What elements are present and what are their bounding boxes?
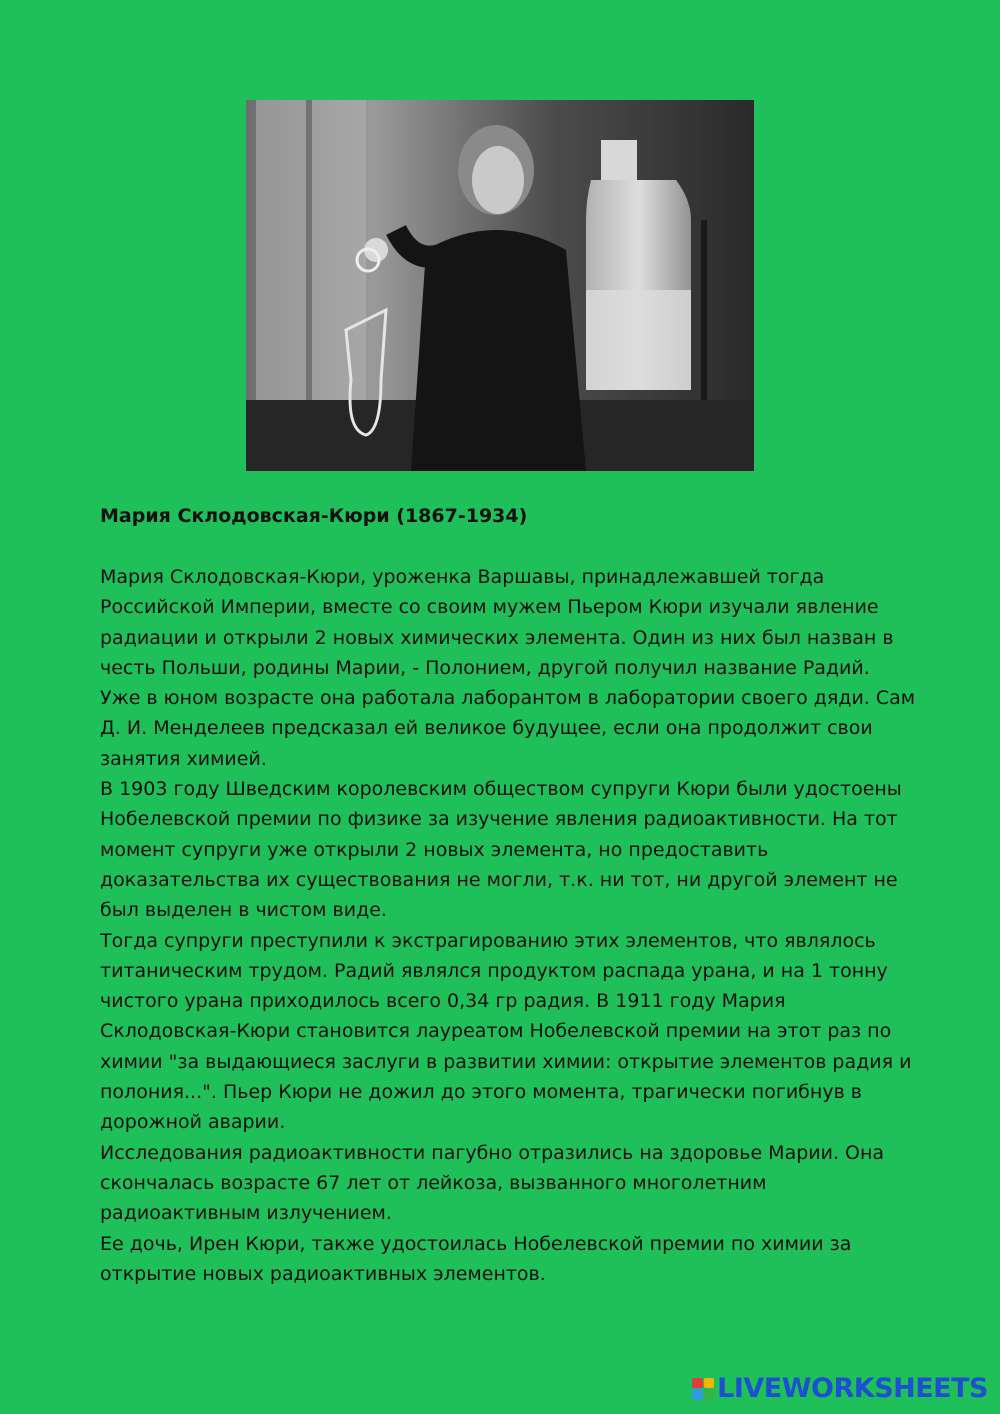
watermark-text: LIVEWORKSHEETS [717,1373,988,1404]
lab-photo-illustration [246,100,754,471]
article-body [100,562,920,1289]
paragraph: Мария Склодовская-Кюри, уроженка Варшавы, принадлежавшей тогда Российской Империи, вместе со своим мужем Пьером Кюри изучали явление радиации и открыли 2 новых химических элемента. Один из них был назван в честь Польши, родины Марии, - Полонием, другой получил название Радий. [100,566,894,679]
paragraph: Исследования радиоактивности пагубно отразились на здоровье Марии. Она скончалась возрасте 67 лет от лейкоза, вызванного многолетним радиоактивным излучением. [100,1141,885,1225]
paragraph: Ее дочь, Ирен Кюри, также удостоилась Нобелевской премии по химии за открытие новых радиоактивных элементов. [100,1232,852,1285]
paragraph: В 1903 году Шведским королевским обществом супруги Кюри были удостоены Нобелевской премии по физике за изучение явления радиоактивности. На тот момент супруги уже открыли 2 новых элемента, но предоставить доказательства их существования не могли, т.к. ни тот, ни другой элемент не был выделен в чистом виде. [100,778,902,922]
paragraph: Уже в юном возрасте она работала лаборантом в лаборатории своего дяди. Сам Д. И. Менделеев предсказал ей великое будущее, если она продолжит свои занятия химией. [100,687,916,770]
paragraph: Тогда супруги преступили к экстрагированию этих элементов, что являлось титаническим трудом. Радий являлся продуктом распада урана, и на 1 тонну чистого урана приходилось всего 0,34 гр радия. В 1911 году Мария Склодовская-Кюри становится лауреатом Нобелевской премии на этот раз по химии "за выдающиеся заслуги в развитии химии: открытие элементов радия и полония...". Пьер Кюри не дожил до этого момента, трагически погибнув в дорожной аварии. [100,929,912,1134]
document-title: Мария Склодовская-Кюри (1867-1934) [100,505,528,527]
liveworksheets-logo-icon [692,1378,714,1400]
portrait-photo [246,100,754,471]
liveworksheets-watermark [692,1373,988,1404]
